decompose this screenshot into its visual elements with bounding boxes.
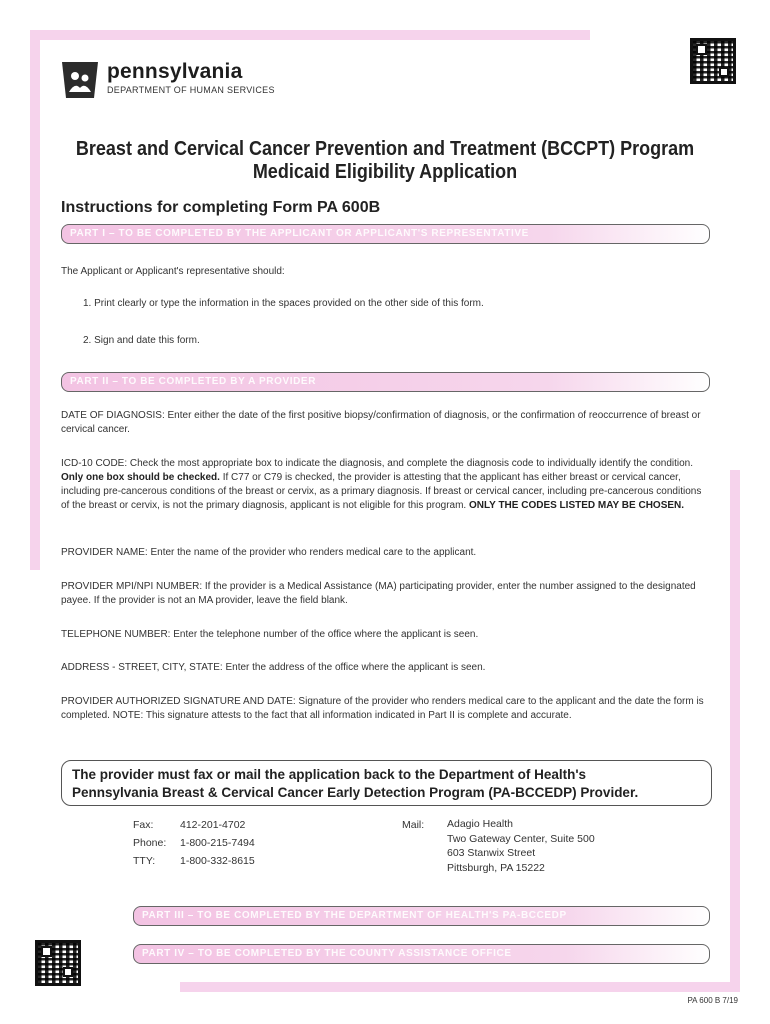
part1-bar-label: PART I – TO BE COMPLETED BY THE APPLICANT OR APPLICANT'S REPRESENTATIVE <box>70 228 529 239</box>
contact-labels <box>133 817 166 869</box>
form-title-line2: Medicaid Eligibility Application <box>252 161 518 183</box>
diagnosis-instructions: DATE OF DIAGNOSIS: Enter either the date of the first positive biopsy/confirmation of diagnosis, or the confirmation of reoccurrence of breast or cervical cancer. <box>61 410 701 435</box>
highlight-stroke-right <box>730 470 740 990</box>
icd-instructions <box>61 457 711 513</box>
part2-bar-label: PART II – TO BE COMPLETED BY A PROVIDER <box>70 376 317 387</box>
part4-bar-label: PART IV – TO BE COMPLETED BY THE COUNTY ASSISTANCE OFFICE <box>142 948 512 959</box>
highlight-stroke-top <box>30 30 590 40</box>
callout-line2: Pennsylvania Breast & Cervical Cancer Early Detection Program (PA-BCCEDP) Provider. <box>72 785 639 800</box>
part1-item1: 1. Print clearly or type the information in the spaces provided on the other side of this form. <box>83 298 484 309</box>
qr-code-top <box>690 38 736 84</box>
signature-instructions: PROVIDER AUTHORIZED SIGNATURE AND DATE: Signature of the provider who renders medical care to the applicant and the date the form is completed. NOTE: This signature attests to the fact that all information indicated in Part II is complete and accurate. <box>61 696 704 721</box>
tty-number: 1-800-332-8615 <box>180 855 255 867</box>
mail-label: Mail: <box>402 819 425 831</box>
mail-line3: 603 Stanwix Street <box>447 847 536 859</box>
mpi-instructions: PROVIDER MPI/NPI NUMBER: If the provider is a Medical Assistance (MA) participating provider, enter the number assigned to the designated payee. If the provider is not an MA provider, leave the field blank. <box>61 581 696 606</box>
phone-label: Phone: <box>133 837 167 849</box>
return-instructions-callout <box>61 760 712 806</box>
phone-number: 1-800-215-7494 <box>180 837 255 849</box>
instructions-heading: Instructions for completing Form PA 600B <box>61 199 381 216</box>
part3-bar-label: PART III – TO BE COMPLETED BY THE DEPARTMENT OF HEALTH'S PA-BCCEDP <box>142 910 567 921</box>
part1-item2: 2. Sign and date this form. <box>83 335 200 346</box>
contact-values <box>180 817 255 869</box>
icd-text-a: ICD-10 CODE: Check the most appropriate box to indicate the diagnosis, and complete the diagnosis code to individually identify the condition. <box>61 458 694 469</box>
icd-text-b: Only one box should be checked. <box>61 472 220 483</box>
part4-bar <box>133 944 710 964</box>
mail-line2: Two Gateway Center, Suite 500 <box>447 832 595 845</box>
pennsylvania-keystone-logo <box>58 58 102 102</box>
address-instructions: ADDRESS - STREET, CITY, STATE: Enter the address of the office where the applicant is seen. <box>61 662 486 673</box>
part1-intro: The Applicant or Applicant's representative should: <box>61 266 285 277</box>
form-id-footer: PA 600 B 7/19 <box>687 996 738 1005</box>
mail-line4: Pittsburgh, PA 15222 <box>447 861 545 874</box>
fax-label: Fax: <box>133 819 154 831</box>
provider-name-instructions: PROVIDER NAME: Enter the name of the provider who renders medical care to the applicant. <box>61 547 477 558</box>
part2-bar <box>61 372 710 392</box>
highlight-stroke-bottom <box>180 982 740 992</box>
callout-line1: The provider must fax or mail the application back to the Department of Health's <box>72 767 587 782</box>
form-title-line1: Breast and Cervical Cancer Prevention and Treatment (BCCPT) Program <box>75 138 695 160</box>
icd-text-c: If C77 or C79 is checked, the provider is attesting that the applicant has either breast or cervical cancer, including pre-cancerous conditions of the breast or cervix, as a primary diagnosis. If breast or cervical cancer, including pre-cancerous conditions of the breast or cervix, is not the primary diagnosis, applicant is not eligible for this program. <box>61 472 702 511</box>
highlight-stroke-left <box>30 30 40 570</box>
mail-line1: Adagio Health <box>447 818 513 830</box>
tty-label: TTY: <box>133 855 156 867</box>
mail-address <box>447 817 595 875</box>
brand-name: pennsylvania <box>107 60 243 83</box>
part3-bar <box>133 906 710 926</box>
part1-bar <box>61 224 710 244</box>
fax-number: 412-201-4702 <box>180 819 246 831</box>
telephone-instructions: TELEPHONE NUMBER: Enter the telephone number of the office where the applicant is seen. <box>61 629 479 640</box>
department-name: DEPARTMENT OF HUMAN SERVICES <box>107 85 275 95</box>
qr-code-bottom <box>35 940 81 986</box>
icd-text-d: ONLY THE CODES LISTED MAY BE CHOSEN. <box>468 500 685 511</box>
